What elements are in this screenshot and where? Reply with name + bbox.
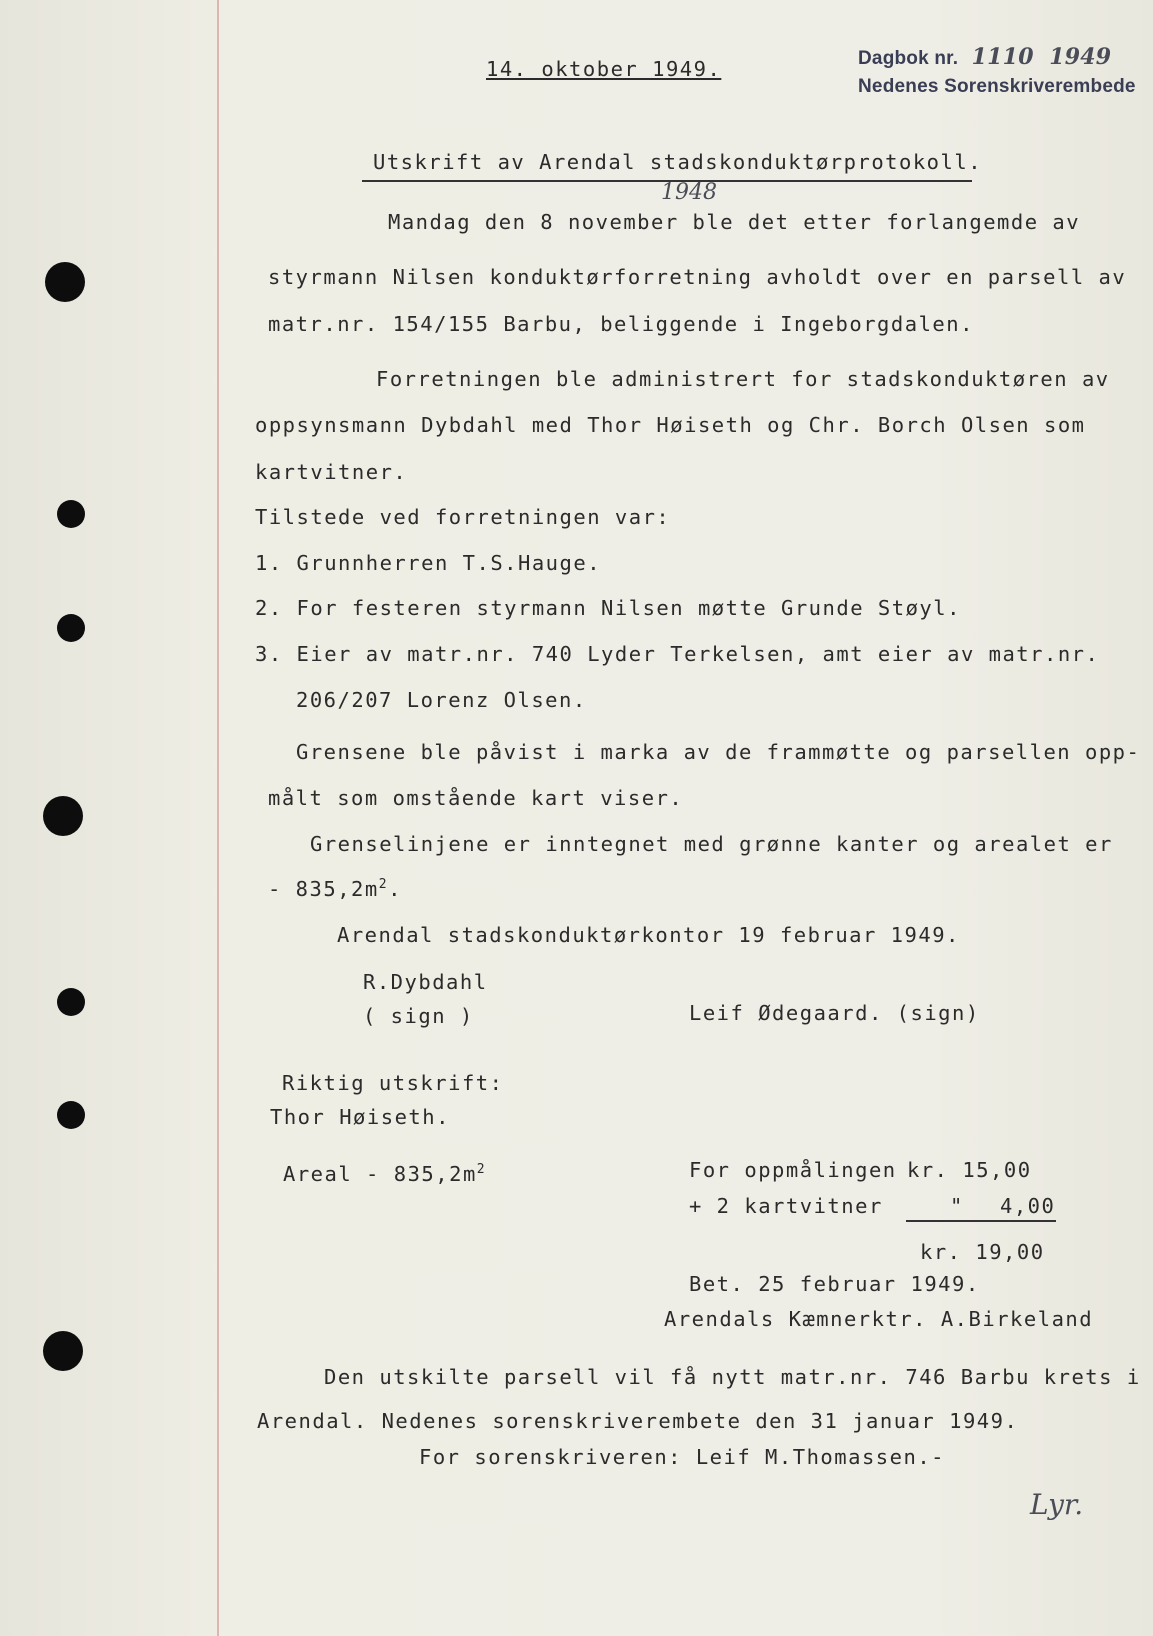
certification-label: Riktig utskrift: (282, 1071, 504, 1095)
body-line: Forretningen ble administrert for stadskonduktøren av (376, 367, 1110, 391)
punch-hole (57, 614, 85, 642)
handwritten-year: 1948 (661, 180, 717, 205)
register-stamp-line2: Nedenes Sorenskriverembede (858, 76, 1136, 97)
punch-hole (57, 1101, 85, 1129)
area-summary (283, 1162, 486, 1186)
body-line: kartvitner. (255, 460, 408, 484)
list-item-continuation: 206/207 Lorenz Olsen. (296, 688, 587, 712)
area-summary-exponent: 2 (476, 1162, 487, 1178)
fee-label: For oppmålingen (689, 1158, 897, 1182)
punch-hole (45, 262, 85, 302)
body-line: Grenselinjene er inntegnet med grønne kanter og arealet er (310, 832, 1113, 856)
certifier-name: Thor Høiseth. (270, 1105, 450, 1129)
area-summary-value: Areal - 835,2m (283, 1162, 477, 1186)
body-line: målt som omstående kart viser. (268, 786, 684, 810)
place-date-line: Arendal stadskonduktørkontor 19 februar 1949. (337, 923, 960, 947)
list-item: 3. Eier av matr.nr. 740 Lyder Terkelsen, amt eier av matr.nr. (255, 642, 1100, 666)
signature-marker: ( sign ) (363, 1004, 474, 1028)
signatory-name: Leif Ødegaard. (sign) (689, 1001, 980, 1025)
sum-rule (906, 1220, 1056, 1222)
area-value: - 835,2m (268, 877, 379, 901)
list-item: 1. Grunnherren T.S.Hauge. (255, 551, 602, 575)
area-period: . (388, 877, 402, 901)
closing-signature-line: For sorenskriveren: Leif M.Thomassen.- (419, 1445, 945, 1469)
body-line: Mandag den 8 november ble det etter forlangemde av (388, 210, 1081, 234)
document-title: Utskrift av Arendal stadskonduktørprotokoll. (373, 150, 983, 174)
area-line (268, 877, 402, 901)
closing-line: Arendal. Nedenes sorenskriverembete den 31 januar 1949. (257, 1409, 1019, 1433)
punch-hole (57, 988, 85, 1016)
stamp-year: 1949 (1049, 44, 1112, 70)
body-line: styrmann Nilsen konduktørforretning avholdt over en parsell av (268, 265, 1127, 289)
payment-note: Bet. 25 februar 1949. (689, 1272, 980, 1296)
stamp-prefix: Dagbok nr. (858, 48, 959, 69)
handwritten-initials: Lyr. (1030, 1488, 1084, 1521)
closing-line: Den utskilte parsell vil få nytt matr.nr. 746 Barbu krets i (324, 1365, 1141, 1389)
register-stamp-line1 (858, 44, 1111, 70)
body-line: oppsynsmann Dybdahl med Thor Høiseth og Chr. Borch Olsen som (255, 413, 1086, 437)
payment-office: Arendals Kæmnerktr. A.Birkeland (664, 1307, 1094, 1331)
fee-label: + 2 kartvitner (689, 1194, 883, 1218)
punch-hole (43, 1331, 83, 1371)
fee-total: kr. 19,00 (920, 1240, 1045, 1264)
body-line: matr.nr. 154/155 Barbu, beliggende i Ingeborgdalen. (268, 312, 974, 336)
punch-hole (43, 796, 83, 836)
signatory-name: R.Dybdahl (363, 970, 488, 994)
fee-amount: 4,00 (1000, 1194, 1056, 1218)
red-margin-line (217, 0, 219, 1636)
body-line: Grensene ble påvist i marka av de frammøtte og parsellen opp- (296, 740, 1141, 764)
ditto-mark: " (950, 1194, 964, 1218)
area-exponent: 2 (378, 877, 389, 893)
list-item: 2. For festeren styrmann Nilsen møtte Grunde Støyl. (255, 596, 961, 620)
punch-hole (57, 500, 85, 528)
stamp-number: 1110 (971, 44, 1034, 70)
document-date: 14. oktober 1949. (486, 57, 722, 81)
fee-amount: kr. 15,00 (907, 1158, 1032, 1182)
body-line: Tilstede ved forretningen var: (255, 505, 671, 529)
